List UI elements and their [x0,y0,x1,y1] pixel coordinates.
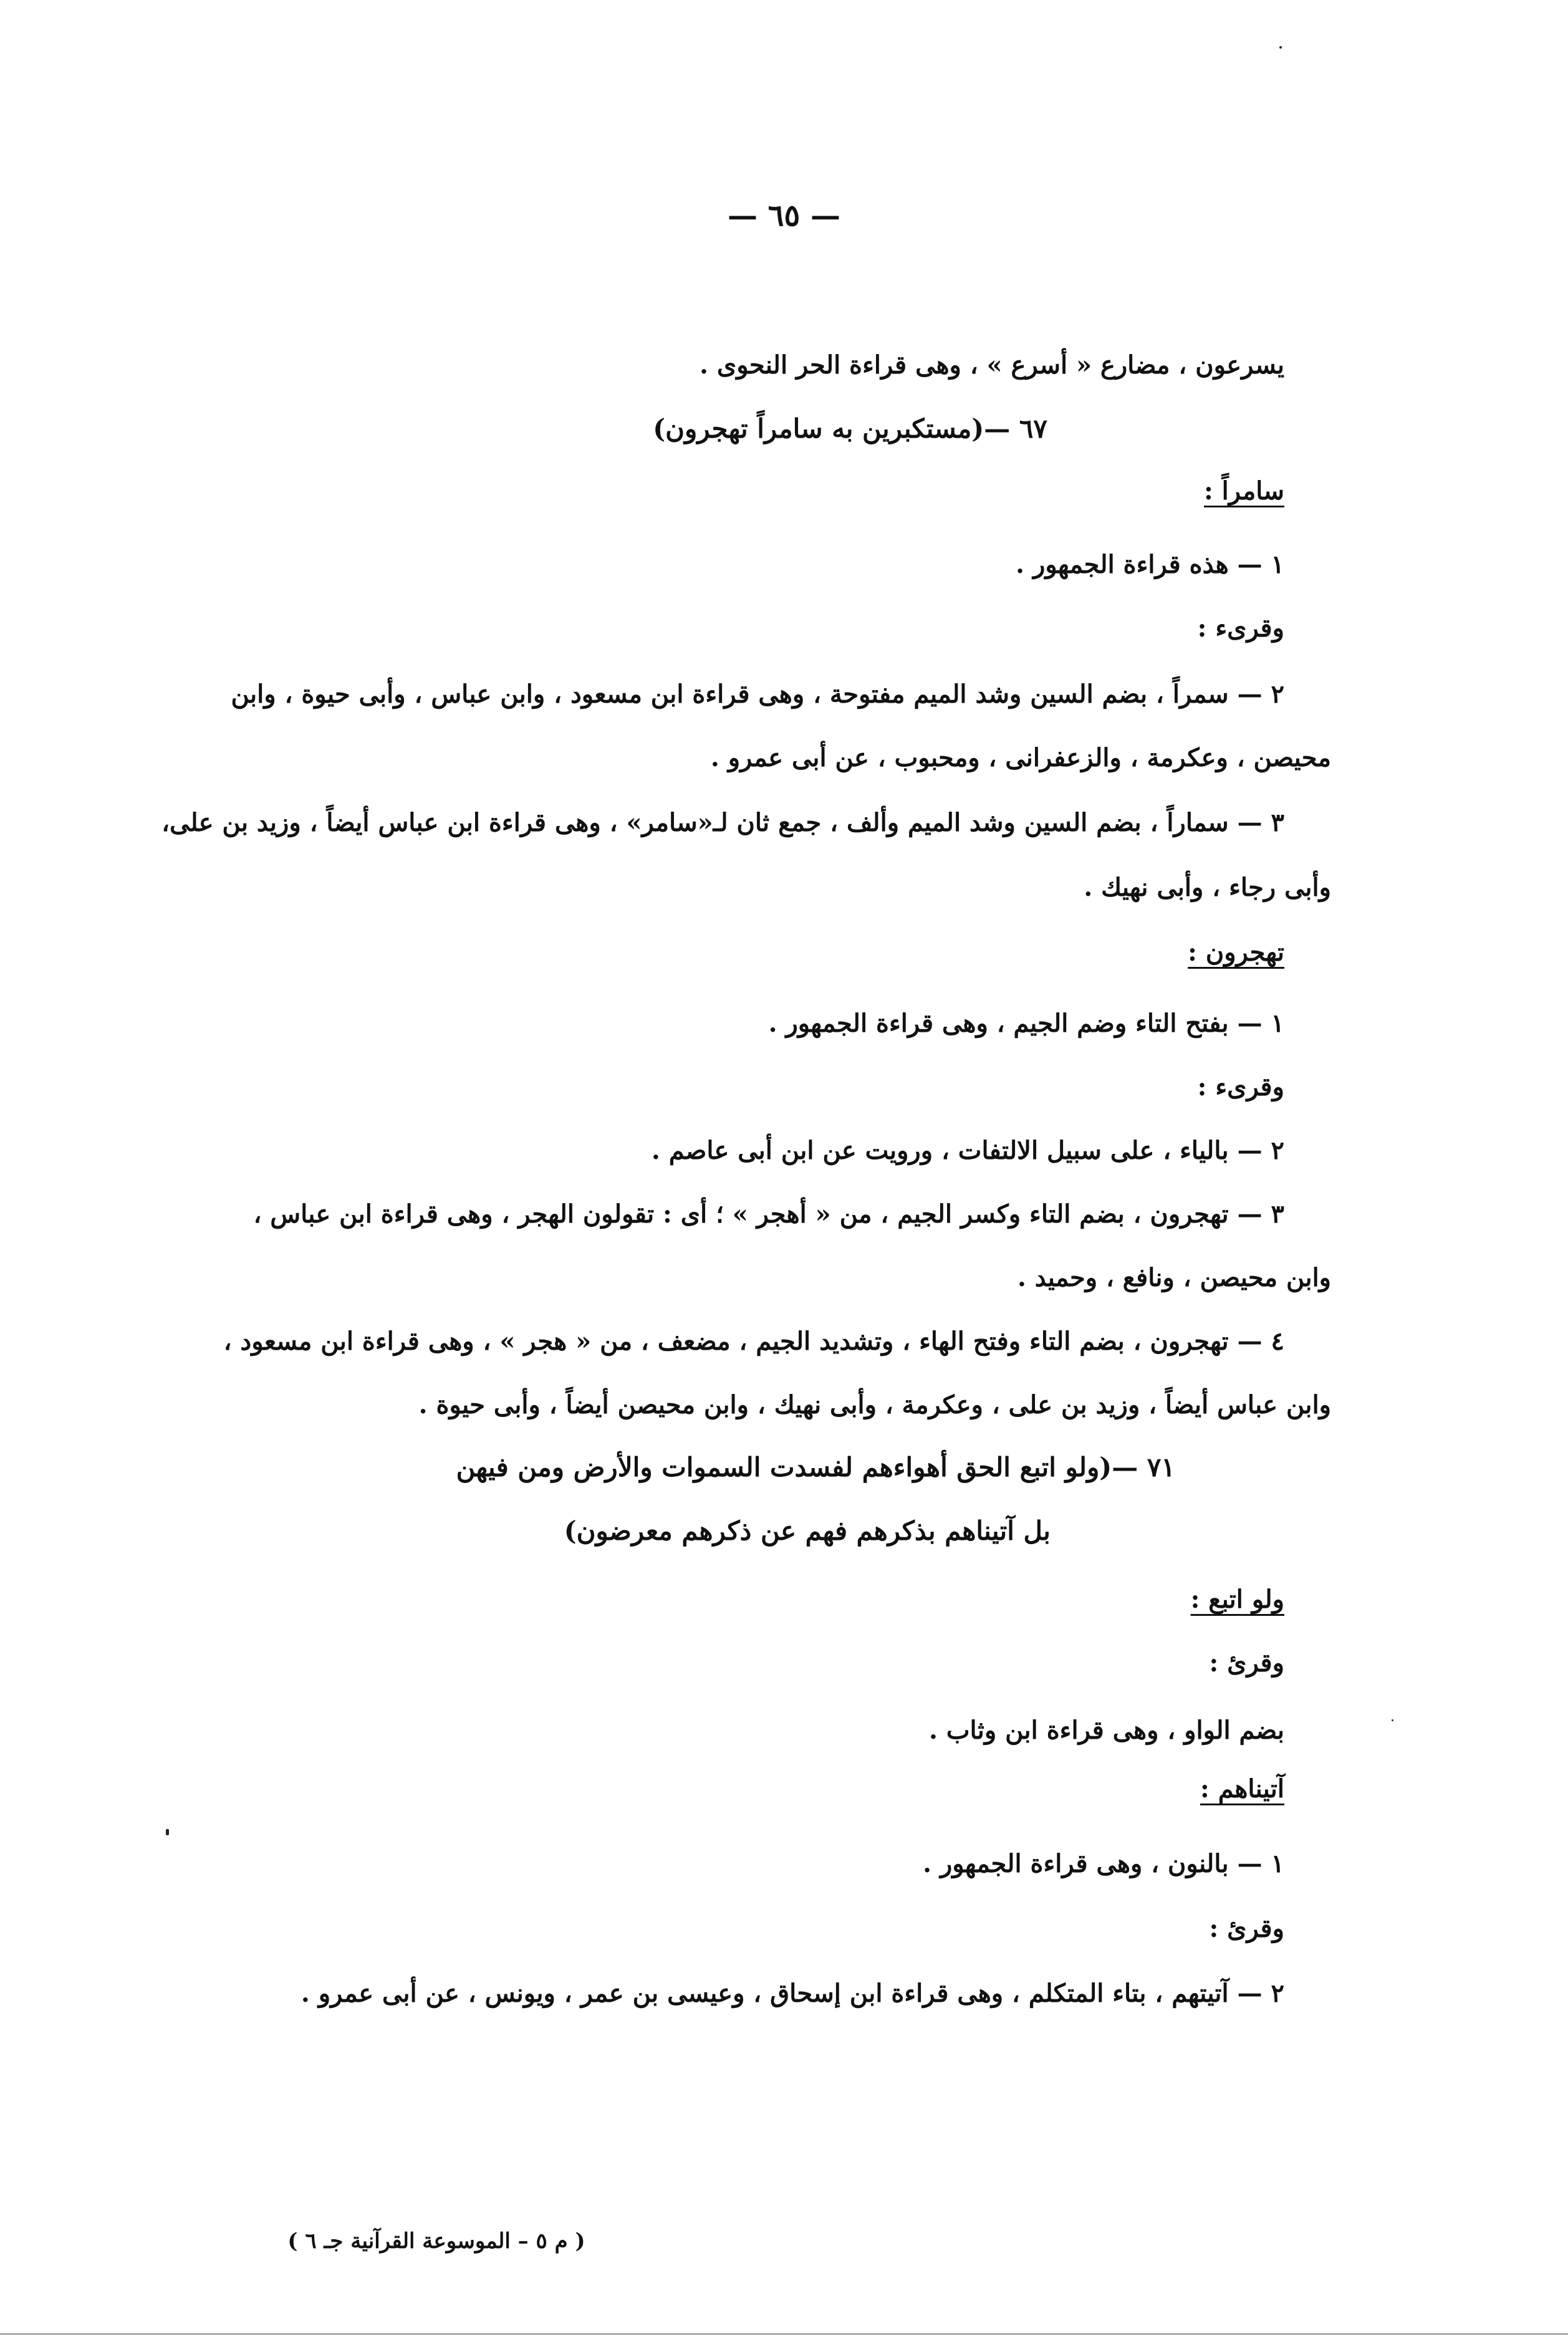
text-line: ١ — بفتح التاء وضم الجيم ، وهى قراءة الجمهور . [768,1009,1284,1038]
verse-67: ٦٧ —(مستكبرين به سامراً تهجرون) [653,413,1047,444]
text-line: ٢ — آتيتهم ، بتاء المتكلم ، وهى قراءة ابن إسحاق ، وعيسى بن عمر ، ويونس ، عن أبى عمرو . [301,1979,1284,2008]
scan-speck [1279,46,1282,49]
text-line: وأبى رجاء ، وأبى نهيك . [1084,873,1331,902]
section-heading-tahjuruna: تهجرون : [1188,938,1284,967]
text-line: وقرىء : [1197,613,1284,643]
text-line: محيصن ، وعكرمة ، والزعفرانى ، ومحبوب ، عن أبى عمرو . [710,743,1331,772]
section-heading-samiran: سامراً : [1203,476,1284,506]
scan-speck [166,1829,169,1835]
text-line: ٣ — سماراً ، بضم السين وشد الميم وألف ، جمع ثان لـ«سامر» ، وهى قراءة ابن عباس أيضاً ، وزيد بن على، [161,808,1284,837]
text-line: وابن محيصن ، ونافع ، وحميد . [1017,1263,1331,1292]
text-line: ٢ — بالياء ، على سبيل الالتفات ، ورويت عن ابن أبى عاصم . [651,1136,1284,1165]
text-line: وقرئ : [1209,1914,1284,1943]
text-line: بضم الواو ، وهى قراءة ابن وثاب . [929,1716,1284,1745]
text-line: وقرىء : [1197,1072,1284,1102]
verse-71-line-1: ٧١ —(ولو اتبع الحق أهواءهم لفسدت السموات والأرض ومن فيهن [456,1452,1175,1482]
scan-speck [1392,1719,1393,1721]
verse-71-line-2: بل آتيناهم بذكرهم فهم عن ذكرهم معرضون) [564,1515,1051,1546]
section-heading-wa-law-ittaba: ولو اتبع : [1190,1585,1284,1614]
text-line: وقرئ : [1209,1648,1284,1678]
page-number: — ٦٥ — [728,198,840,233]
text-line: ٣ — تهجرون ، بضم التاء وكسر الجيم ، من « أهجر » ؛ أى : تقولون الهجر ، وهى قراءة ابن عباس ، [253,1199,1284,1229]
text-line: ١ — بالنون ، وهى قراءة الجمهور . [923,1849,1284,1878]
section-heading-ataynahum: آتيناهم : [1200,1774,1284,1803]
text-line: يسرعون ، مضارع « أسرع » ، وهى قراءة الحر النحوى . [700,350,1284,380]
text-line: وابن عباس أيضاً ، وزيد بن على ، وعكرمة ، وأبى نهيك ، وابن محيصن أيضاً ، وأبى حيوة . [418,1390,1331,1419]
text-line: ٢ — سمراً ، بضم السين وشد الميم مفتوحة ، وهى قراءة ابن مسعود ، وابن عباس ، وأبى حيوة ، وابن [231,680,1284,709]
bottom-edge-line [0,2333,1568,2335]
text-line: ١ — هذه قراءة الجمهور . [1016,550,1284,579]
text-line: ٤ — تهجرون ، بضم التاء وفتح الهاء ، وتشديد الجيم ، مضعف ، من « هجر » ، وهى قراءة ابن مسعود ، [223,1327,1284,1356]
footer-reference: ( م ٥ – الموسوعة القرآنية جـ ٦ ) [287,2229,585,2254]
